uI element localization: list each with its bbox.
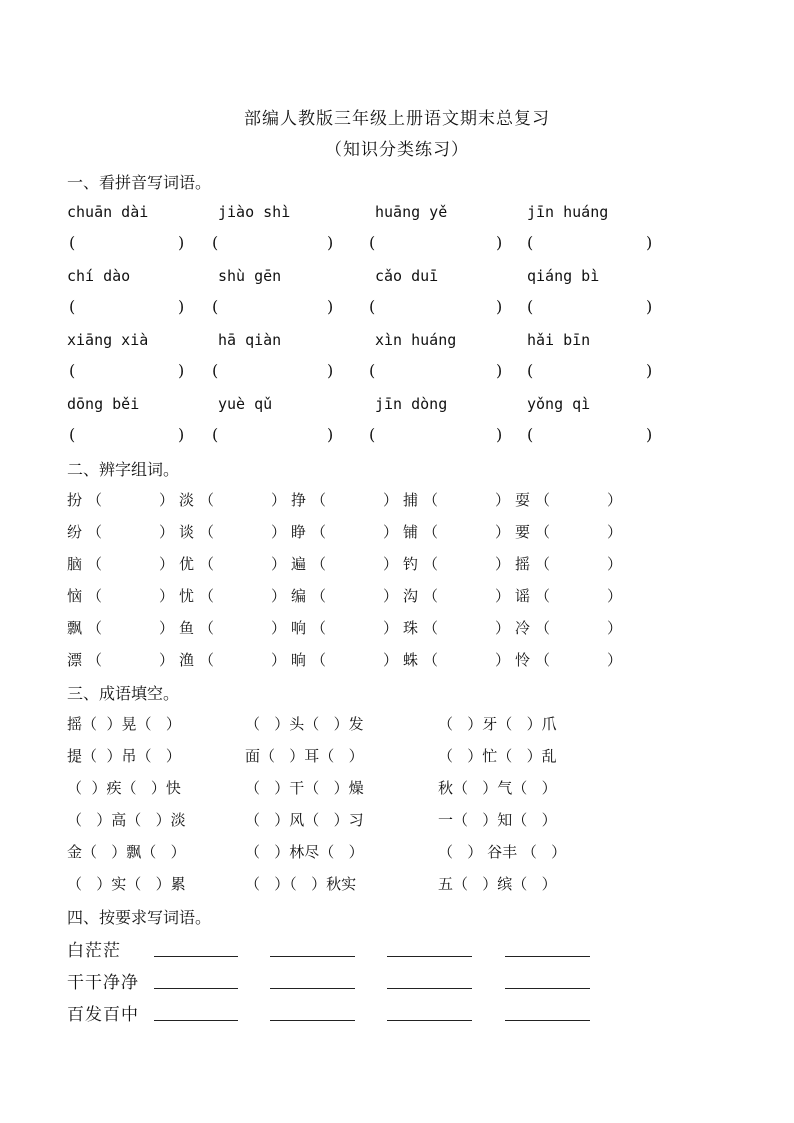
target-character: 脑: [67, 555, 83, 573]
answer-line[interactable]: [270, 988, 355, 989]
answer-paren-open: （: [87, 555, 103, 573]
answer-paren-open: （: [423, 651, 439, 669]
answer-line[interactable]: [154, 1020, 238, 1021]
target-character: 挣: [291, 491, 307, 509]
target-character: 蛛: [403, 651, 419, 669]
answer-line[interactable]: [505, 988, 590, 989]
pinyin-prompt: yuè qǔ: [218, 395, 273, 413]
answer-paren-close: ）: [159, 619, 175, 637]
answer-paren-close: ）: [495, 491, 511, 509]
answer-line[interactable]: [387, 988, 472, 989]
section1-heading: 一、看拼音写词语。: [67, 173, 212, 192]
answer-paren-open: （: [199, 651, 215, 669]
answer-paren-open: （: [423, 523, 439, 541]
target-character: 晌: [291, 651, 307, 669]
target-character: 摇: [515, 555, 531, 573]
pinyin-prompt: jiào shì: [218, 203, 291, 221]
answer-paren-close: ）: [383, 587, 399, 605]
answer-paren-close: ）: [495, 587, 511, 605]
answer-paren-open: （: [423, 587, 439, 605]
answer-paren-close: ）: [383, 555, 399, 573]
answer-paren-close: ）: [159, 523, 175, 541]
target-character: 捕: [403, 491, 419, 509]
word-prompt: 干干净净: [67, 973, 139, 993]
target-character: 沟: [403, 587, 419, 605]
word-prompt: 白茫茫: [67, 941, 121, 961]
answer-paren-close: ): [646, 297, 653, 316]
target-character: 遍: [291, 555, 307, 573]
answer-paren-open: (: [69, 425, 76, 444]
answer-paren-open: （: [311, 587, 327, 605]
answer-paren-open: （: [423, 619, 439, 637]
pinyin-prompt: xìn huáng: [375, 331, 457, 349]
target-character: 珠: [403, 619, 419, 637]
answer-paren-open: (: [369, 233, 376, 252]
answer-paren-open: (: [527, 297, 534, 316]
answer-paren-open: (: [527, 233, 534, 252]
idiom-blank-item: （ ）头（ ）发: [245, 715, 364, 733]
pinyin-prompt: cǎo duī: [375, 267, 439, 285]
idiom-blank-item: （ ）风（ ）习: [245, 811, 364, 829]
answer-paren-close: ）: [159, 651, 175, 669]
answer-paren-close: ）: [271, 555, 287, 573]
answer-paren-open: （: [535, 619, 551, 637]
pinyin-prompt: hǎi bīn: [527, 331, 591, 349]
answer-paren-open: （: [535, 587, 551, 605]
pinyin-prompt: chí dào: [67, 267, 131, 285]
idiom-blank-item: （ ）（ ）秋实: [245, 875, 357, 893]
pinyin-prompt: jīn dòng: [375, 395, 448, 413]
answer-paren-open: (: [369, 297, 376, 316]
answer-line[interactable]: [270, 1020, 355, 1021]
target-character: 钓: [403, 555, 419, 573]
answer-paren-close: ）: [495, 619, 511, 637]
answer-paren-close: ): [178, 361, 185, 380]
answer-paren-open: (: [69, 361, 76, 380]
idiom-blank-item: 面（ ）耳（ ）: [245, 747, 364, 765]
pinyin-prompt: dōng běi: [67, 395, 140, 413]
answer-paren-open: （: [535, 651, 551, 669]
answer-paren-close: ）: [271, 619, 287, 637]
idiom-blank-item: （ ）干（ ）燥: [245, 779, 364, 797]
answer-paren-close: ): [496, 425, 503, 444]
answer-paren-close: ）: [607, 651, 623, 669]
answer-paren-open: （: [311, 619, 327, 637]
target-character: 漂: [67, 651, 83, 669]
idiom-blank-item: （ ）林尽（ ）: [245, 843, 364, 861]
target-character: 扮: [67, 491, 83, 509]
target-character: 谈: [179, 523, 195, 541]
pinyin-prompt: jīn huáng: [527, 203, 609, 221]
answer-paren-close: ）: [495, 651, 511, 669]
answer-paren-open: （: [423, 555, 439, 573]
idiom-blank-item: （ ） 谷丰 （ ）: [438, 843, 567, 861]
answer-paren-open: (: [369, 361, 376, 380]
idiom-blank-item: 五（ ）缤（ ）: [438, 875, 557, 893]
answer-paren-close: ): [646, 425, 653, 444]
idiom-blank-item: 一（ ）知（ ）: [438, 811, 557, 829]
answer-paren-close: ）: [495, 555, 511, 573]
answer-paren-open: (: [527, 361, 534, 380]
answer-paren-close: ): [178, 233, 185, 252]
answer-paren-open: （: [199, 587, 215, 605]
answer-paren-open: （: [199, 523, 215, 541]
idiom-blank-item: 金（ ）飘（ ）: [67, 843, 186, 861]
target-character: 渔: [179, 651, 195, 669]
answer-paren-close: ): [327, 297, 334, 316]
answer-paren-open: (: [369, 425, 376, 444]
answer-line[interactable]: [505, 1020, 590, 1021]
target-character: 优: [179, 555, 195, 573]
answer-paren-close: ）: [271, 491, 287, 509]
answer-paren-close: ）: [607, 555, 623, 573]
word-prompt: 百发百中: [67, 1005, 139, 1025]
pinyin-prompt: qiáng bì: [527, 267, 600, 285]
page-subtitle: （知识分类练习）: [325, 140, 469, 160]
answer-paren-close: ）: [607, 523, 623, 541]
answer-paren-close: ）: [607, 491, 623, 509]
target-character: 纷: [67, 523, 83, 541]
idiom-blank-item: 摇（ ）晃（ ）: [67, 715, 181, 733]
answer-paren-close: ): [327, 233, 334, 252]
answer-paren-open: （: [87, 651, 103, 669]
idiom-blank-item: （ ）实（ ）累: [67, 875, 186, 893]
answer-paren-close: ): [178, 425, 185, 444]
answer-paren-close: ）: [271, 651, 287, 669]
target-character: 要: [515, 523, 531, 541]
answer-paren-open: （: [535, 523, 551, 541]
answer-paren-close: ): [496, 297, 503, 316]
answer-paren-close: ): [646, 233, 653, 252]
answer-paren-open: (: [212, 233, 219, 252]
answer-paren-open: （: [535, 491, 551, 509]
pinyin-prompt: chuān dài: [67, 203, 149, 221]
answer-paren-open: （: [87, 523, 103, 541]
answer-paren-close: ）: [607, 619, 623, 637]
idiom-blank-item: 提（ ）吊（ ）: [67, 747, 181, 765]
answer-paren-close: ）: [383, 523, 399, 541]
answer-paren-open: (: [527, 425, 534, 444]
answer-line[interactable]: [154, 988, 238, 989]
answer-line[interactable]: [505, 956, 590, 957]
target-character: 鱼: [179, 619, 195, 637]
answer-paren-open: （: [311, 491, 327, 509]
answer-paren-close: ）: [159, 587, 175, 605]
answer-paren-open: (: [212, 361, 219, 380]
target-character: 谣: [515, 587, 531, 605]
pinyin-prompt: shù gēn: [218, 267, 282, 285]
answer-line[interactable]: [270, 956, 355, 957]
answer-paren-open: （: [87, 587, 103, 605]
answer-paren-close: ）: [607, 587, 623, 605]
idiom-blank-item: （ ）牙（ ）爪: [438, 715, 557, 733]
section2-heading: 二、辨字组词。: [67, 460, 180, 479]
answer-paren-close: ): [496, 233, 503, 252]
pinyin-prompt: huāng yě: [375, 203, 448, 221]
target-character: 耍: [515, 491, 531, 509]
answer-paren-open: （: [423, 491, 439, 509]
answer-paren-open: （: [199, 619, 215, 637]
answer-paren-close: ）: [383, 651, 399, 669]
answer-line[interactable]: [387, 1020, 472, 1021]
pinyin-prompt: xiāng xià: [67, 331, 149, 349]
answer-paren-close: ): [646, 361, 653, 380]
answer-line[interactable]: [387, 956, 472, 957]
section4-heading: 四、按要求写词语。: [67, 908, 212, 927]
target-character: 怜: [515, 651, 531, 669]
page-title: 部编人教版三年级上册语文期末总复习: [244, 109, 550, 129]
answer-paren-open: （: [535, 555, 551, 573]
answer-paren-close: ）: [271, 523, 287, 541]
target-character: 铺: [403, 523, 419, 541]
target-character: 恼: [67, 587, 83, 605]
answer-paren-open: (: [212, 425, 219, 444]
answer-paren-open: （: [87, 491, 103, 509]
idiom-blank-item: （ ）高（ ）淡: [67, 811, 186, 829]
answer-line[interactable]: [154, 956, 238, 957]
target-character: 冷: [515, 619, 531, 637]
target-character: 响: [291, 619, 307, 637]
answer-paren-open: （: [311, 555, 327, 573]
answer-paren-close: ）: [159, 555, 175, 573]
answer-paren-open: (: [212, 297, 219, 316]
answer-paren-close: ）: [271, 587, 287, 605]
answer-paren-open: （: [199, 555, 215, 573]
answer-paren-open: (: [69, 233, 76, 252]
answer-paren-close: ): [327, 425, 334, 444]
answer-paren-close: ）: [383, 619, 399, 637]
answer-paren-open: （: [199, 491, 215, 509]
idiom-blank-item: （ ）忙（ ）乱: [438, 747, 557, 765]
pinyin-prompt: hā qiàn: [218, 331, 282, 349]
answer-paren-close: ）: [383, 491, 399, 509]
answer-paren-open: (: [69, 297, 76, 316]
answer-paren-close: ）: [495, 523, 511, 541]
answer-paren-open: （: [311, 523, 327, 541]
answer-paren-open: （: [87, 619, 103, 637]
section3-heading: 三、成语填空。: [67, 684, 180, 703]
answer-paren-close: ): [327, 361, 334, 380]
target-character: 睁: [291, 523, 307, 541]
target-character: 忧: [179, 587, 195, 605]
idiom-blank-item: 秋（ ）气（ ）: [438, 779, 557, 797]
pinyin-prompt: yǒng qì: [527, 395, 591, 413]
target-character: 淡: [179, 491, 195, 509]
answer-paren-close: ): [178, 297, 185, 316]
target-character: 编: [291, 587, 307, 605]
answer-paren-open: （: [311, 651, 327, 669]
idiom-blank-item: （ ）疾（ ）快: [67, 779, 181, 797]
answer-paren-close: ）: [159, 491, 175, 509]
answer-paren-close: ): [496, 361, 503, 380]
target-character: 飘: [67, 619, 83, 637]
